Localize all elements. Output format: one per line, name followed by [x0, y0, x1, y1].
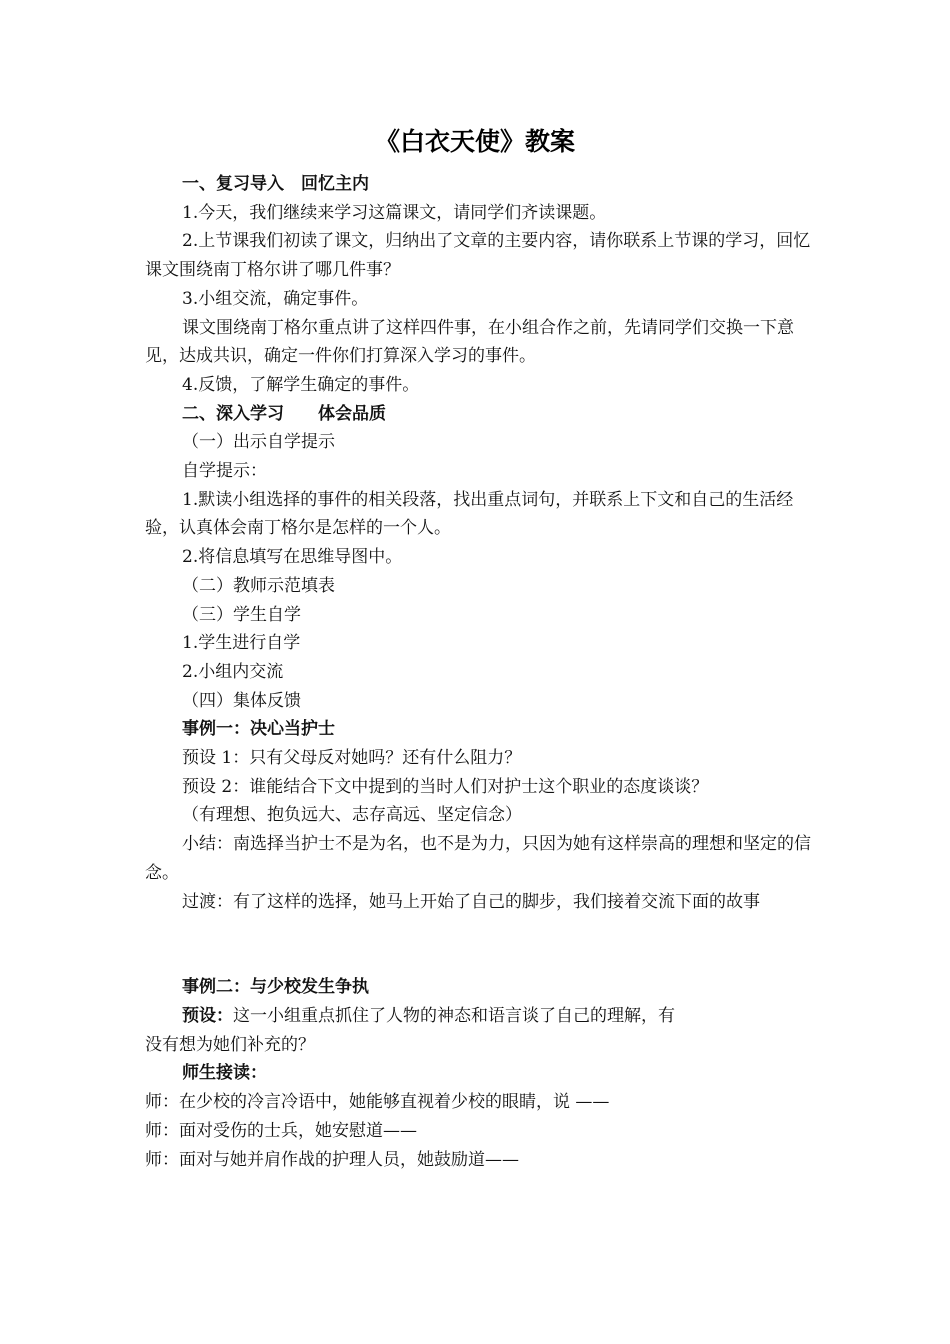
paragraph: 3.小组交流，确定事件。 [182, 288, 369, 309]
subheading: （二）教师示范填表 [182, 575, 335, 596]
paragraph: 师：在少校的冷言冷语中，她能够直视着少校的眼睛，说 —— [145, 1092, 610, 1113]
paragraph: （有理想、抱负远大、志存高远、坚定信念） [182, 805, 522, 826]
paragraph [145, 1002, 811, 1031]
subheading: （三）学生自学 [182, 604, 301, 625]
document-title: 《白衣天使》教案 [374, 127, 575, 156]
example-heading: 事例一：决心当护士 [182, 719, 335, 740]
read-label: 师生接读： [182, 1063, 267, 1084]
paragraph: 没有想为她们补充的？ [145, 1034, 315, 1055]
paragraph: 4.反馈，了解学生确定的事件。 [182, 374, 420, 395]
document-body [145, 170, 811, 1174]
paragraph: 课文围绕南丁格尔重点讲了这样四件事，在小组合作之前，先请同学们交换一下意见，达成共识，确定一件你们打算深入学习的事件。 [145, 317, 794, 367]
paragraph: 2.将信息填写在思维导图中。 [182, 547, 403, 568]
paragraph: 过渡：有了这样的选择，她马上开始了自己的脚步，我们接着交流下面的故事 [182, 891, 760, 912]
paragraph: 1.学生进行自学 [182, 633, 301, 654]
paragraph: 小结：南选择当护士不是为名，也不是为力，只因为她有这样崇高的理想和坚定的信念。 [145, 834, 811, 883]
section-heading: 一、复习导入 回忆主内 [182, 174, 369, 194]
preset-label: 预设： [182, 1005, 233, 1026]
section-heading: 二、深入学习 体会品质 [182, 403, 386, 424]
subheading: （一）出示自学提示 [182, 432, 335, 453]
paragraph: 预设 2：谁能结合下文中提到的当时人们对护士这个职业的态度谈谈？ [182, 776, 709, 797]
paragraph: 预设 1：只有父母反对她吗？还有什么阻力？ [182, 748, 522, 769]
paragraph: 1.默读小组选择的事件的相关段落，找出重点词句，并联系上下文和自己的生活经验，认真体会南丁格尔是怎样的一个人。 [145, 489, 794, 539]
subheading: （四）集体反馈 [182, 690, 301, 711]
preset-text: 这一小组重点抓住了人物的神态和语言谈了自己的理解，有 [233, 1005, 675, 1026]
paragraph: 师：面对与她并肩作战的护理人员，她鼓励道—— [145, 1149, 519, 1170]
paragraph: 1.今天，我们继续来学习这篇课文，请同学们齐读课题。 [182, 202, 607, 223]
example-heading: 事例二：与少校发生争执 [182, 977, 369, 998]
paragraph: 2.小组内交流 [182, 661, 284, 682]
spacer [145, 916, 811, 973]
paragraph: 师：面对受伤的士兵，她安慰道—— [145, 1120, 417, 1141]
paragraph: 2.上节课我们初读了课文，归纳出了文章的主要内容，请你联系上节课的学习，回忆课文围绕南丁格尔讲了哪几件事？ [145, 231, 811, 281]
paragraph: 自学提示： [182, 461, 267, 482]
